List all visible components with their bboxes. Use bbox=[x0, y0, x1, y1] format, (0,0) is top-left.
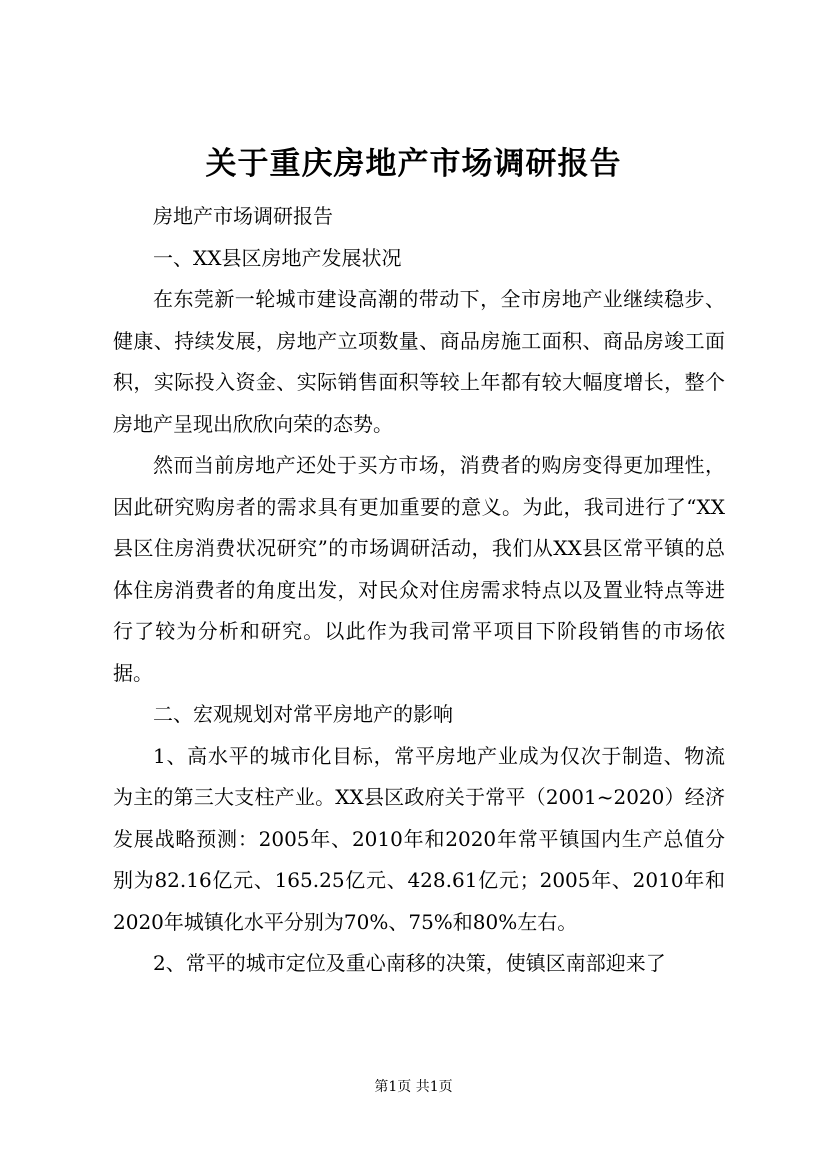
document-title: 关于重庆房地产市场调研报告 bbox=[205, 146, 622, 182]
paragraph-section-1-text-2: 然而当前房地产还处于买方市场，消费者的购房变得更加理性，因此研究购房者的需求具有更加重要的意义。为此，我司进行了“XX县区住房消费状况研究”的市场调研活动，我们从XX县区常平镇的总体住房消费者的角度出发，对民众对住房需求特点以及置业特点等进行了较为分析和研究。以此作为我司常平项目下阶段销售的市场依据。 bbox=[113, 453, 725, 685]
paragraph-subtitle: 房地产市场调研报告 bbox=[153, 204, 333, 228]
paragraph-section-2-item-2: 2、常平的城市定位及重心南移的决策，使镇区南部迎来了 bbox=[153, 951, 666, 975]
document-body bbox=[113, 196, 725, 985]
paragraph-section-1-heading: 一、XX县区房地产发展状况 bbox=[153, 245, 402, 270]
paragraph-section-1-text-1: 在东莞新一轮城市建设高潮的带动下，全市房地产业继续稳步、健康、持续发展，房地产立项数量、商品房施工面积、商品房竣工面积，实际投入资金、实际销售面积等较上年都有较大幅度增长，整个房地产呈现出欣欣向荣的态势。 bbox=[113, 287, 725, 436]
paragraph-section-2-item-1: 1、高水平的城市化目标，常平房地产业成为仅次于制造、物流为主的第三大支柱产业。XX县区政府关于常平（2001~2020）经济发展战略预测：2005年、2010年和2020年常平镇国内生产总值分别为82.16亿元、165.25亿元、428.61亿元；2005年、2010年和2020年城镇化水平分别为70%、75%和80%左右。 bbox=[113, 743, 725, 934]
paragraph-section-2-heading: 二、宏观规划对常平房地产的影响 bbox=[153, 702, 453, 726]
page-footer: 第1页 共1页 bbox=[374, 1079, 453, 1095]
